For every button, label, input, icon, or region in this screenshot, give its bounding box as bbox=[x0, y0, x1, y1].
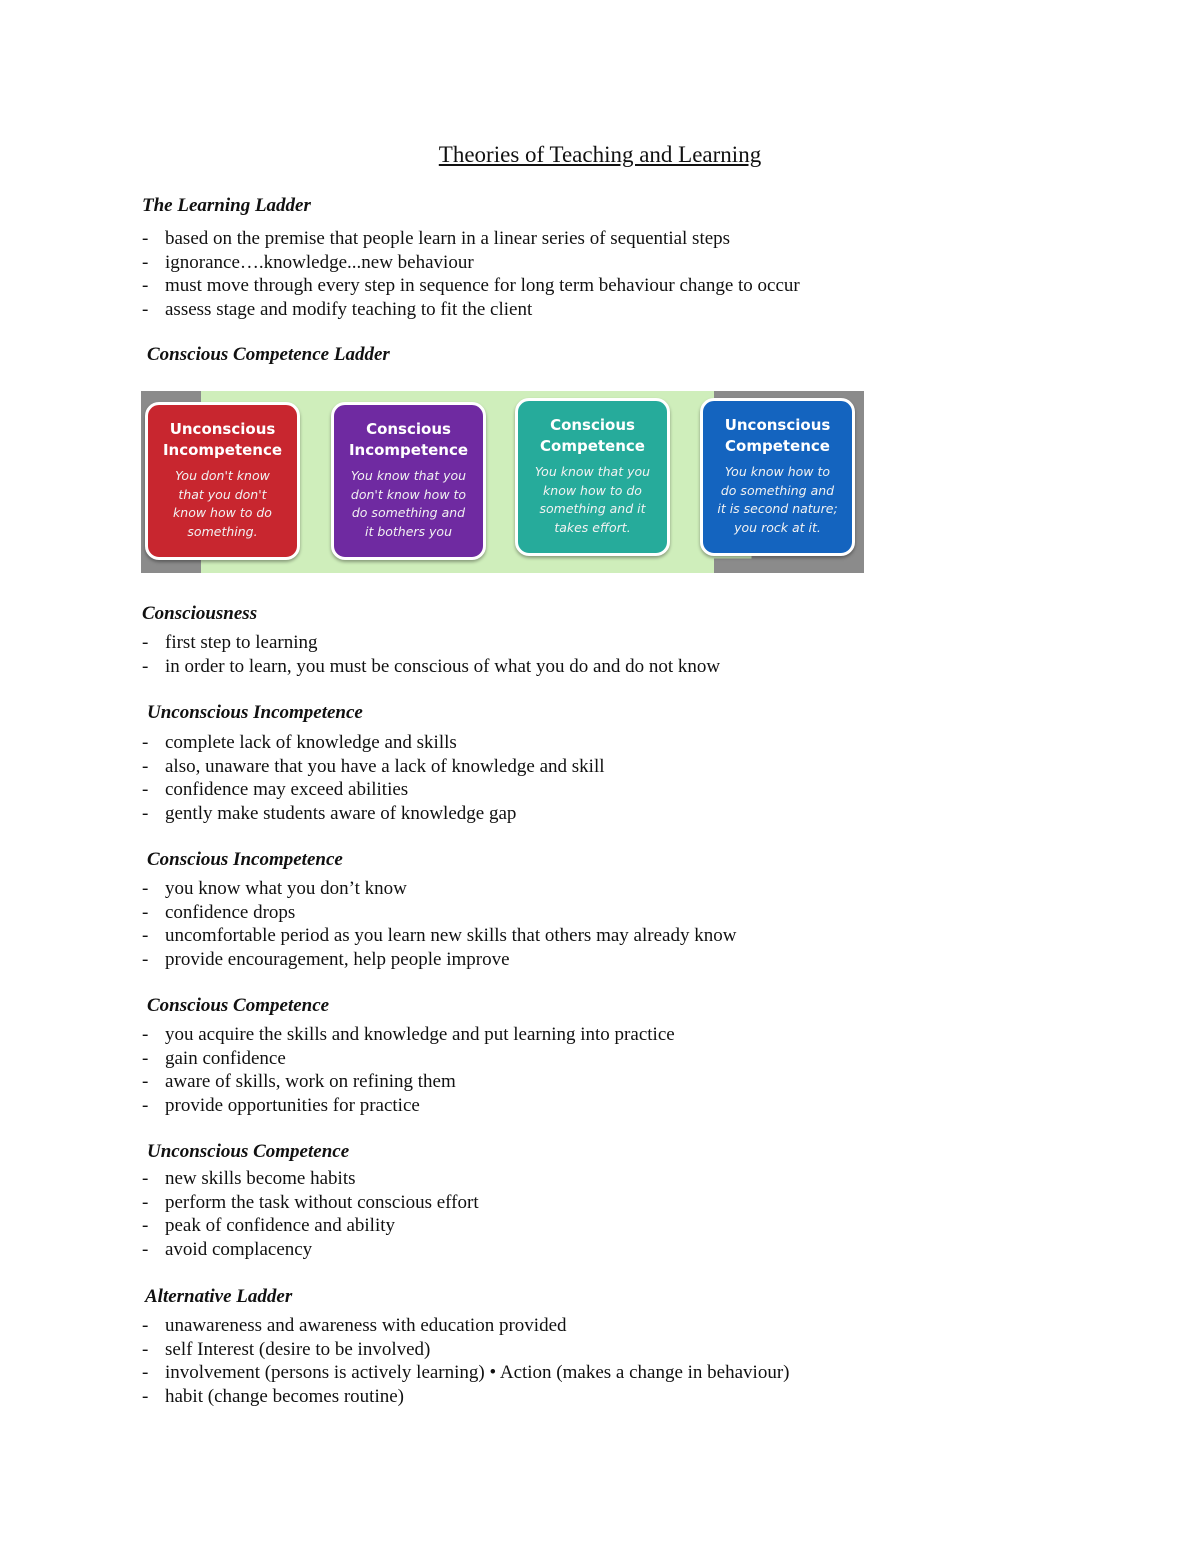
list-item: - avoid complacency bbox=[140, 1238, 479, 1262]
card-conscious-incompetence bbox=[331, 402, 486, 560]
card-line: You know that you bbox=[534, 464, 651, 479]
unconscious-competence-list bbox=[140, 1167, 479, 1261]
card-line: something and it bbox=[539, 501, 646, 516]
list-item: - assess stage and modify teaching to fit the client bbox=[140, 298, 800, 322]
section-heading-alternative-ladder: Alternative Ladder bbox=[145, 1286, 293, 1307]
learning-ladder-list bbox=[140, 227, 800, 321]
card-title-line: Conscious bbox=[550, 416, 635, 434]
conscious-competence-diagram bbox=[141, 391, 864, 573]
card-unconscious-competence bbox=[700, 398, 855, 556]
card-title-line: Incompetence bbox=[348, 441, 469, 459]
card-description bbox=[518, 463, 667, 537]
card-description bbox=[148, 467, 297, 541]
list-item: - perform the task without conscious effort bbox=[140, 1191, 479, 1215]
list-item: - uncomfortable period as you learn new skills that others may already know bbox=[140, 924, 736, 948]
list-item: - in order to learn, you must be conscious of what you do and do not know bbox=[140, 655, 720, 679]
section-heading-learning-ladder: The Learning Ladder bbox=[142, 195, 311, 216]
list-item: - habit (change becomes routine) bbox=[140, 1385, 790, 1409]
card-line: you rock at it. bbox=[734, 519, 821, 535]
list-item: - you acquire the skills and knowledge and put learning into practice bbox=[140, 1023, 675, 1047]
card-line: don't know how to bbox=[350, 486, 467, 502]
card-title bbox=[334, 419, 483, 461]
page-title: Theories of Teaching and Learning bbox=[438, 142, 762, 167]
list-item: - aware of skills, work on refining them bbox=[140, 1070, 675, 1094]
card-line: know how to do bbox=[543, 482, 642, 498]
card-line: You know that you bbox=[350, 468, 467, 483]
card-line: do something and bbox=[720, 482, 835, 498]
list-item: - also, unaware that you have a lack of knowledge and skill bbox=[140, 755, 605, 779]
card-line: You know how to bbox=[724, 464, 831, 479]
card-title-line: Competence bbox=[540, 437, 645, 455]
card-title-line: Unconscious bbox=[169, 420, 276, 438]
conscious-incompetence-list bbox=[140, 877, 736, 971]
card-line: You don't know bbox=[175, 468, 270, 483]
card-line: takes effort. bbox=[554, 519, 631, 535]
card-title bbox=[703, 415, 852, 457]
card-title-line: Competence bbox=[725, 437, 830, 455]
card-unconscious-incompetence bbox=[145, 402, 300, 560]
section-heading-conscious-competence: Conscious Competence bbox=[147, 995, 330, 1016]
card-line: know how to do bbox=[173, 505, 272, 520]
card-line: that you don't bbox=[178, 486, 267, 502]
list-item: - gently make students aware of knowledge gap bbox=[140, 802, 605, 826]
consciousness-list bbox=[140, 631, 720, 678]
list-item: - involvement (persons is actively learning) • Action (makes a change in behaviour) bbox=[140, 1361, 790, 1385]
list-item: - self Interest (desire to be involved) bbox=[140, 1338, 790, 1362]
card-conscious-competence bbox=[515, 398, 670, 556]
section-heading-ccl: Conscious Competence Ladder bbox=[147, 344, 390, 365]
section-heading-unconscious-incompetence: Unconscious Incompetence bbox=[147, 702, 363, 723]
list-item: - provide encouragement, help people improve bbox=[140, 948, 736, 972]
card-line: do something and bbox=[351, 505, 466, 520]
card-title-line: Conscious bbox=[366, 420, 451, 438]
card-title-line: Unconscious bbox=[724, 416, 831, 434]
list-item: - new skills become habits bbox=[140, 1167, 479, 1191]
section-heading-unconscious-competence: Unconscious Competence bbox=[147, 1141, 350, 1162]
card-line: it is second nature; bbox=[717, 501, 838, 516]
list-item: - provide opportunities for practice bbox=[140, 1094, 675, 1118]
card-title-line: Incompetence bbox=[162, 441, 283, 459]
card-title bbox=[148, 419, 297, 461]
card-description bbox=[703, 463, 852, 537]
list-item: - must move through every step in sequence for long term behaviour change to occur bbox=[140, 274, 800, 298]
card-description bbox=[334, 467, 483, 541]
conscious-competence-list bbox=[140, 1023, 675, 1117]
card-line: it bothers you bbox=[364, 523, 453, 539]
list-item: - you know what you don’t know bbox=[140, 877, 736, 901]
card-line: something. bbox=[187, 523, 258, 539]
list-item: - unawareness and awareness with education provided bbox=[140, 1314, 790, 1338]
list-item: - gain confidence bbox=[140, 1047, 675, 1071]
list-item: - confidence may exceed abilities bbox=[140, 778, 605, 802]
list-item: - based on the premise that people learn in a linear series of sequential steps bbox=[140, 227, 800, 251]
section-heading-consciousness: Consciousness bbox=[142, 603, 258, 624]
list-item: - first step to learning bbox=[140, 631, 720, 655]
list-item: - peak of confidence and ability bbox=[140, 1214, 479, 1238]
list-item: - complete lack of knowledge and skills bbox=[140, 731, 605, 755]
section-heading-conscious-incompetence: Conscious Incompetence bbox=[147, 849, 343, 870]
list-item: - ignorance….knowledge...new behaviour bbox=[140, 251, 800, 275]
alternative-ladder-list bbox=[140, 1314, 790, 1408]
card-title bbox=[518, 415, 667, 457]
unconscious-incompetence-list bbox=[140, 731, 605, 825]
list-item: - confidence drops bbox=[140, 901, 736, 925]
